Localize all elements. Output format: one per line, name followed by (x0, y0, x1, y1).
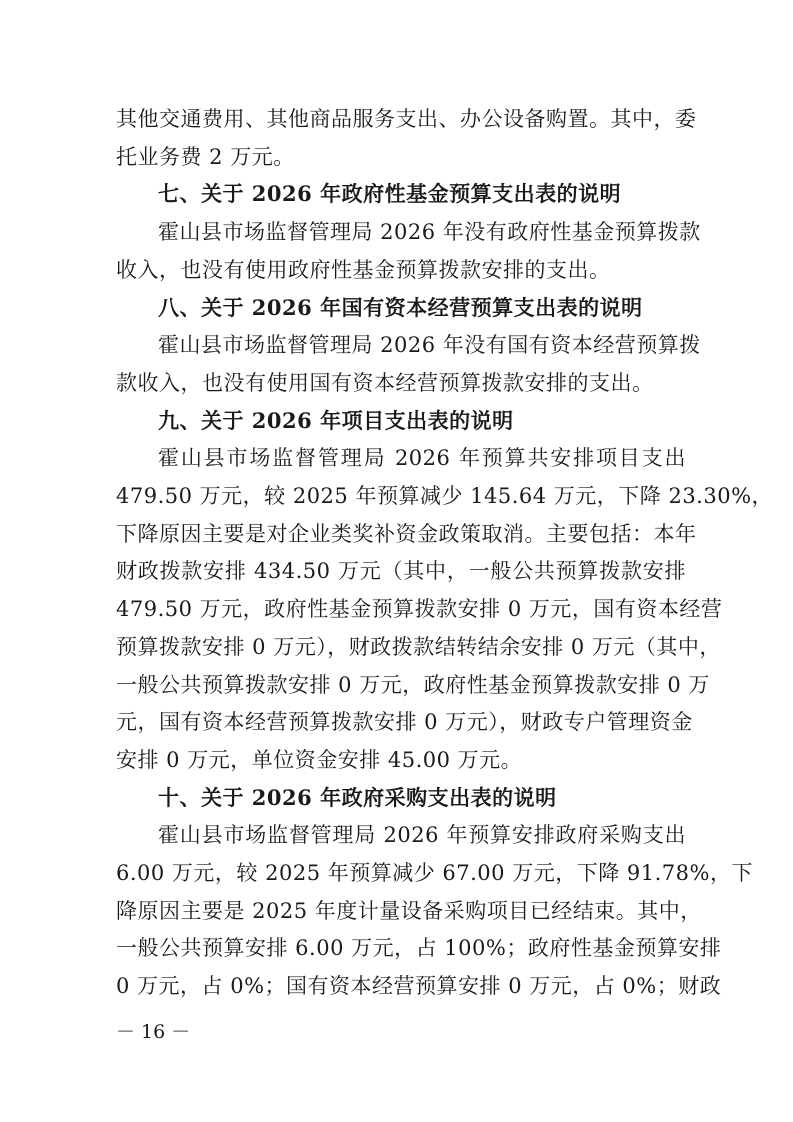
section-heading: 九、关于 2026 年项目支出表的说明 (158, 408, 514, 433)
paragraph-line: 财政拨款安排 434.50 万元（其中，一般公共预算拨款安排 (116, 559, 686, 583)
paragraph-line: 6.00 万元，较 2025 年预算减少 67.00 万元，下降 91.78%，下 (116, 861, 753, 885)
paragraph-line: 479.50 万元，较 2025 年预算减少 145.64 万元，下降 23.30%， (116, 484, 774, 508)
paragraph-line: 元，国有资本经营预算拨款安排 0 万元），财政专户管理资金 (116, 710, 693, 734)
paragraph-line: 霍山县市场监督管理局 2026 年没有政府性基金预算拨款 (158, 220, 701, 244)
paragraph-line: 收入，也没有使用政府性基金预算拨款安排的支出。 (116, 258, 611, 282)
paragraph-line: 霍山县市场监督管理局 2026 年没有国有资本经营预算拨 (158, 333, 701, 357)
paragraph-line: 降原因主要是 2025 年度计量设备采购项目已经结束。其中， (116, 899, 702, 923)
section-heading: 七、关于 2026 年政府性基金预算支出表的说明 (158, 181, 622, 206)
paragraph-line: 479.50 万元，政府性基金预算拨款安排 0 万元，国有资本经营 (116, 597, 723, 621)
section-heading: 八、关于 2026 年国有资本经营预算支出表的说明 (158, 295, 643, 320)
page-number: － 16 － (116, 1021, 191, 1043)
section-heading: 十、关于 2026 年政府采购支出表的说明 (158, 785, 557, 810)
paragraph-line: 一般公共预算拨款安排 0 万元，政府性基金预算拨款安排 0 万 (116, 673, 710, 697)
paragraph-line: 霍山县市场监督管理局 2026 年预算共安排项目支出 (158, 446, 686, 470)
paragraph-line: 预算拨款安排 0 万元），财政拨款结转结余安排 0 万元（其中， (116, 635, 721, 659)
paragraph-line: 安排 0 万元，单位资金安排 45.00 万元。 (116, 748, 523, 772)
paragraph-line: 一般公共预算安排 6.00 万元，占 100%；政府性基金预算安排 (116, 936, 722, 960)
paragraph-line: 0 万元，占 0%；国有资本经营预算安排 0 万元，占 0%；财政 (116, 974, 722, 998)
paragraph-line: 其他交通费用、其他商品服务支出、办公设备购置。其中，委 (116, 107, 697, 131)
paragraph-line: 托业务费 2 万元。 (116, 145, 295, 169)
paragraph-line: 霍山县市场监督管理局 2026 年预算安排政府采购支出 (158, 823, 686, 847)
paragraph-line: 下降原因主要是对企业类奖补资金政策取消。主要包括：本年 (116, 522, 697, 546)
paragraph-line: 款收入，也没有使用国有资本经营预算拨款安排的支出。 (116, 371, 654, 395)
